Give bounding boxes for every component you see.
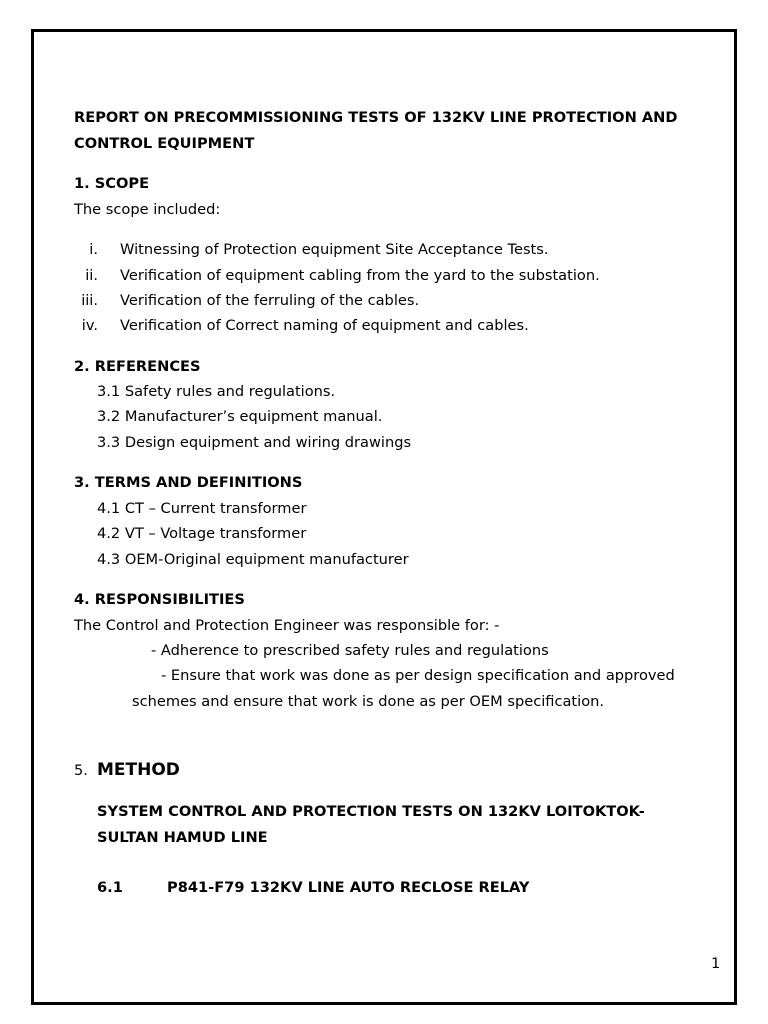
term-item: 4.1 CT – Current transformer bbox=[97, 500, 307, 517]
scope-heading: 1. SCOPE bbox=[74, 175, 150, 192]
method-heading: METHOD bbox=[97, 760, 180, 780]
scope-item-text: Verification of Correct naming of equipment and cables. bbox=[120, 317, 529, 334]
scope-item-text: Verification of the ferruling of the cables. bbox=[120, 292, 420, 309]
references-heading: 2. REFERENCES bbox=[74, 358, 201, 375]
responsibilities-heading: 4. RESPONSIBILITIES bbox=[74, 591, 245, 608]
method-number: 5. bbox=[74, 762, 88, 779]
responsibility-item: - Ensure that work was done as per design specification and approved bbox=[161, 667, 675, 684]
term-item: 4.2 VT – Voltage transformer bbox=[97, 525, 307, 542]
reference-item: 3.1 Safety rules and regulations. bbox=[97, 383, 336, 400]
scope-intro: The scope included: bbox=[74, 201, 221, 218]
scope-item-text: Verification of equipment cabling from the yard to the substation. bbox=[120, 267, 600, 284]
terms-heading: 3. TERMS AND DEFINITIONS bbox=[74, 474, 303, 491]
scope-item-number: i. bbox=[89, 241, 98, 258]
section-title: P841-F79 132KV LINE AUTO RECLOSE RELAY bbox=[167, 879, 530, 896]
responsibility-item: - Adherence to prescribed safety rules and regulations bbox=[151, 642, 549, 659]
responsibility-item-continuation: schemes and ensure that work is done as per OEM specification. bbox=[132, 693, 605, 710]
term-item: 4.3 OEM-Original equipment manufacturer bbox=[97, 551, 409, 568]
scope-item-text: Witnessing of Protection equipment Site Acceptance Tests. bbox=[120, 241, 549, 258]
report-title-line-2: CONTROL EQUIPMENT bbox=[74, 135, 255, 152]
method-subheading-line-2: SULTAN HAMUD LINE bbox=[97, 829, 268, 846]
scope-item-number: iii. bbox=[81, 292, 98, 309]
report-title-line-1: REPORT ON PRECOMMISSIONING TESTS OF 132KV LINE PROTECTION AND bbox=[74, 109, 678, 126]
reference-item: 3.3 Design equipment and wiring drawings bbox=[97, 434, 412, 451]
responsibilities-intro: The Control and Protection Engineer was responsible for: - bbox=[74, 617, 500, 634]
scope-item-number: iv. bbox=[81, 317, 98, 334]
method-subheading-line-1: SYSTEM CONTROL AND PROTECTION TESTS ON 132KV LOITOKTOK- bbox=[97, 803, 645, 820]
scope-item-number: ii. bbox=[85, 267, 98, 284]
page-number: 1 bbox=[711, 955, 721, 972]
reference-item: 3.2 Manufacturer’s equipment manual. bbox=[97, 408, 383, 425]
section-number: 6.1 bbox=[97, 879, 123, 896]
